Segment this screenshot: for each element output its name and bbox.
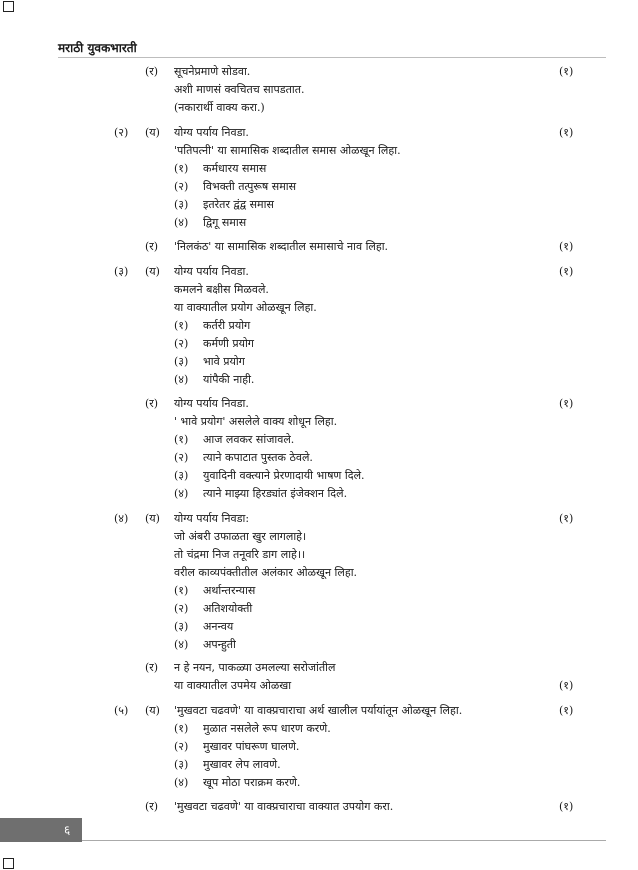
part-marks: (१)	[559, 397, 574, 410]
option-number: (१)	[174, 584, 189, 597]
part-label: (र)	[145, 240, 159, 253]
option-text: अर्थान्तरन्यास	[203, 584, 256, 597]
option-number: (३)	[174, 620, 189, 633]
header-rule	[58, 57, 606, 58]
option-text: यांपैकी नाही.	[203, 373, 255, 386]
part-label: (र)	[145, 65, 159, 78]
part-marks: (१)	[559, 65, 574, 78]
option-number: (४)	[174, 638, 189, 651]
part-text: (नकारार्थी वाक्य करा.)	[174, 101, 265, 114]
part-label: (य)	[145, 704, 160, 717]
part-text: तो चंद्रमा निज तनूवरि डाग लाहे।।	[174, 548, 306, 561]
part-text: योग्य पर्याय निवडा.	[174, 126, 249, 139]
option-number: (४)	[174, 487, 189, 500]
option-text: अनन्वय	[203, 620, 234, 633]
part-marks: (१)	[559, 679, 574, 692]
option-text: कर्तरी प्रयोग	[203, 319, 251, 332]
page-number: ६	[64, 823, 71, 837]
option-text: त्याने कपाटात पुस्तक ठेवले.	[203, 451, 313, 464]
footer-rule	[82, 840, 606, 841]
option-number: (३)	[174, 469, 189, 482]
option-text: आज लवकर सांजावले.	[203, 433, 295, 446]
option-number: (१)	[174, 319, 189, 332]
part-text: सूचनेप्रमाणे सोडवा.	[174, 65, 251, 78]
option-text: मुखावर पांघरूण घालणे.	[203, 740, 300, 753]
part-text: 'निलकंठ' या सामासिक शब्दातील समासाचे नाव लिहा.	[174, 240, 389, 253]
part-marks: (१)	[559, 512, 574, 525]
option-text: मुळात नसलेले रूप धारण करणे.	[203, 722, 331, 735]
option-number: (२)	[174, 337, 189, 350]
part-text: न हे नयन, पाकळ्या उमलल्या सरोजांतील	[174, 661, 336, 674]
part-marks: (१)	[559, 265, 574, 278]
part-label: (य)	[145, 265, 160, 278]
part-label: (र)	[145, 661, 159, 674]
part-marks: (१)	[559, 240, 574, 253]
option-number: (१)	[174, 433, 189, 446]
question-number: (४)	[114, 512, 129, 525]
question-number: (५)	[114, 704, 129, 717]
option-text: अपन्हुती	[203, 638, 236, 651]
part-text: या वाक्यातील प्रयोग ओळखून लिहा.	[174, 301, 317, 314]
part-text: 'पतिपत्नी' या सामासिक शब्दातील समास ओळखून लिहा.	[174, 144, 401, 157]
option-text: इतरेतर द्वंद्व समास	[203, 198, 274, 211]
part-text: ' भावे प्रयोग' असलेले वाक्य शोधून लिहा.	[174, 415, 338, 428]
part-label: (र)	[145, 397, 159, 410]
option-number: (१)	[174, 722, 189, 735]
option-text: अतिशयोक्ती	[203, 602, 253, 615]
option-number: (४)	[174, 776, 189, 789]
option-text: कर्मधारय समास	[203, 162, 267, 175]
part-text: योग्य पर्याय निवडा:	[174, 512, 250, 525]
option-number: (४)	[174, 216, 189, 229]
part-text: 'मुखवटा चढवणे' या वाक्प्रचाराचा वाक्यात उपयोग करा.	[174, 800, 394, 813]
option-number: (१)	[174, 162, 189, 175]
option-text: द्विगू समास	[203, 216, 247, 229]
corner-mark-top	[3, 1, 14, 12]
part-label: (य)	[145, 512, 160, 525]
part-text: योग्य पर्याय निवडा.	[174, 265, 249, 278]
option-number: (४)	[174, 373, 189, 386]
option-text: कर्मणी प्रयोग	[203, 337, 255, 350]
page-header-title: मराठी युवकभारती	[58, 41, 137, 55]
part-marks: (१)	[559, 800, 574, 813]
question-number: (३)	[114, 265, 129, 278]
option-text: भावे प्रयोग	[203, 355, 245, 368]
option-number: (३)	[174, 355, 189, 368]
option-text: विभक्ती तत्पुरूष समास	[203, 180, 297, 193]
option-number: (३)	[174, 758, 189, 771]
part-text: 'मुखवटा चढवणे' या वाक्प्रचाराचा अर्थ खालील पर्यायांतून ओळखून लिहा.	[174, 704, 463, 717]
option-number: (२)	[174, 180, 189, 193]
part-text: वरील काव्यपंक्तीतील अलंकार ओळखून लिहा.	[174, 566, 358, 579]
part-label: (य)	[145, 126, 160, 139]
option-text: त्याने माझ्या हिरड्यांत इंजेक्शन दिले.	[203, 487, 348, 500]
option-number: (२)	[174, 602, 189, 615]
option-number: (२)	[174, 451, 189, 464]
option-number: (२)	[174, 740, 189, 753]
part-text: कमलने बक्षीस मिळवले.	[174, 283, 269, 296]
corner-mark-bottom	[3, 858, 14, 869]
part-marks: (१)	[559, 126, 574, 139]
option-number: (३)	[174, 198, 189, 211]
part-label: (र)	[145, 800, 159, 813]
part-text: जो अंबरी उफाळता खुर लागलाहे।	[174, 530, 307, 543]
option-text: खूप मोठा पराक्रम करणे.	[203, 776, 301, 789]
part-text: या वाक्यातील उपमेय ओळखा	[174, 679, 292, 692]
option-text: मुखावर लेप लावणे.	[203, 758, 281, 771]
part-marks: (१)	[559, 704, 574, 717]
part-text: योग्य पर्याय निवडा.	[174, 397, 249, 410]
option-text: युवादिनी वक्त्याने प्रेरणादायी भाषण दिले.	[203, 469, 365, 482]
question-number: (२)	[114, 126, 129, 139]
part-text: अशी माणसं क्वचितच सापडतात.	[174, 83, 305, 96]
